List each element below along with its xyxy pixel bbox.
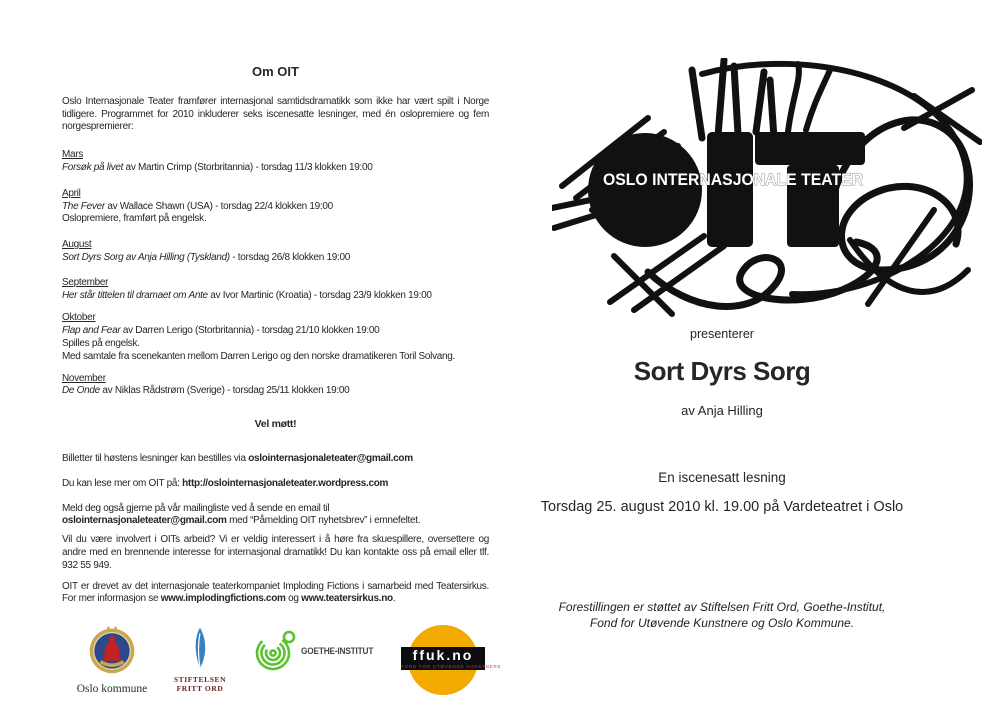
mailinglist-email: oslointernasjonaleteater@gmail.com bbox=[62, 515, 227, 527]
event-info: av Darren Lerigo (Storbritannia) - torsdag 21/10 klokken 19:00 bbox=[120, 325, 380, 337]
event-month: Mars bbox=[62, 149, 84, 161]
tickets-email: oslointernasjonaleteater@gmail.com bbox=[248, 452, 413, 464]
play-author: av Anja Hilling bbox=[681, 403, 763, 418]
teatersirkus-url: www.teatersirkus.no bbox=[301, 593, 393, 605]
event-month: April bbox=[62, 187, 81, 199]
event-title: De Onde bbox=[62, 385, 100, 397]
event-info: av Niklas Rådstrøm (Sverige) - torsdag 25/11 klokken 19:00 bbox=[99, 385, 350, 397]
event-info: av Martin Crimp (Storbritannia) - torsdag 11/3 klokken 19:00 bbox=[123, 161, 373, 173]
presents-line: presenterer bbox=[690, 327, 754, 341]
event-september bbox=[62, 277, 489, 303]
event-oktober bbox=[62, 312, 489, 363]
left-page bbox=[62, 66, 489, 606]
event-details bbox=[62, 325, 489, 338]
event-subtitle: En iscenesatt lesning bbox=[658, 470, 786, 485]
oslo-kommune-seal-icon bbox=[87, 624, 137, 676]
event-november bbox=[62, 373, 489, 399]
event-april bbox=[62, 188, 489, 226]
event-info: av Wallace Shawn (USA) - torsdag 22/4 klokken 19:00 bbox=[104, 200, 333, 212]
event-note: Oslopremiere, framført på engelsk. bbox=[62, 213, 207, 225]
event-month: Oktober bbox=[62, 312, 96, 324]
closing-line: Vel møtt! bbox=[254, 418, 297, 431]
oit-logo-icon bbox=[552, 58, 982, 320]
implodingfictions-url: www.implodingfictions.com bbox=[160, 593, 286, 605]
event-info: - torsdag 26/8 klokken 19:00 bbox=[229, 251, 351, 263]
goethe-institut-logo bbox=[253, 630, 383, 672]
event-august bbox=[62, 239, 489, 265]
event-details bbox=[62, 290, 489, 303]
event-month: August bbox=[62, 239, 92, 251]
oit-scribble-logo bbox=[552, 58, 982, 320]
event-title: Sort Dyrs Sorg av Anja Hilling (Tyskland) bbox=[62, 251, 230, 263]
oit-letter-i bbox=[707, 132, 753, 247]
event-title: Flap and Fear bbox=[62, 325, 121, 337]
support-credit-line1: Forestillingen er støttet av Stiftelsen Fritt Ord, Goethe-Institut, bbox=[558, 600, 886, 614]
oit-letter-t-bar bbox=[755, 132, 865, 165]
event-note: Med samtale fra scenekanten mellom Darren Lerigo og den norske dramatikeren Toril Solvang. bbox=[62, 350, 456, 362]
ffuk-sub-label: FOND FOR UTØVENDE KUNSTNERE bbox=[401, 664, 502, 669]
oslo-kommune-logo bbox=[70, 624, 154, 695]
involved-paragraph: Vil du være involvert i OITs arbeid? Vi er veldig interessert i å høre fra skuespillere, oversettere og andre med en brennende interesse for internasjonal dramatikk! Du kan kontakte oss på email eller tlf. 932 55 949. bbox=[62, 534, 489, 571]
mailinglist-line: Meld deg også gjerne på vår mailingliste ved å sende en email til oslointernasjonaleteater@gmail.com med “Påmelding OIT nyhetsbrev” i emnefeltet. bbox=[62, 502, 421, 527]
tickets-line: Billetter til høstens lesninger kan bestilles via oslointernasjonaleteater@gmail.com bbox=[62, 452, 413, 464]
event-mars bbox=[62, 149, 489, 175]
fritt-ord-label: STIFTELSEN FRITT ORD bbox=[173, 675, 227, 693]
oit-letter-o bbox=[588, 133, 702, 247]
support-credit-line2: Fond for Utøvende Kunstnere og Oslo Kommune. bbox=[589, 615, 855, 630]
goethe-institut-label: GOETHE-INSTITUT bbox=[301, 646, 374, 656]
play-title: Sort Dyrs Sorg bbox=[633, 356, 811, 386]
sponsor-logos-row bbox=[0, 622, 500, 702]
goethe-spiral-icon bbox=[253, 630, 299, 672]
readmore-line: Du kan lese mer om OIT på: http://oslointernasjonaleteater.wordpress.com bbox=[62, 477, 389, 489]
intro-paragraph: Oslo Internasjonale Teater framfører internasjonal samtidsdramatikk som ikke har vært spilt i Norge tidligere. Programmet for 2010 inkluderer seks iscenesatte lesninger, med én oslopremiere og fem norgespremierer: bbox=[62, 95, 489, 133]
event-details bbox=[62, 162, 489, 175]
ffuk-bar bbox=[401, 647, 502, 670]
event-date-location: Torsdag 25. august 2010 kl. 19.00 på Vardeteatret i Oslo bbox=[540, 499, 904, 515]
event-title: Her står tittelen til dramaet om Ante bbox=[62, 289, 208, 301]
company-paragraph: OIT er drevet av det internasjonale teaterkompaniet Imploding Fictions i samarbeid med Teatersirkus. For mer informasjon se www.implodingfictions.com og www.teatersirkus.no. bbox=[62, 580, 489, 605]
event-month: November bbox=[62, 372, 106, 384]
support-credit bbox=[522, 600, 922, 631]
oit-logo-text: OSLO INTERNASJONALE TEATER bbox=[603, 171, 864, 189]
oit-blog-url: http://oslointernasjonaleteater.wordpress.com bbox=[182, 477, 389, 489]
fritt-ord-logo bbox=[166, 626, 234, 693]
event-title: The Fever bbox=[62, 200, 105, 212]
fritt-ord-spear-icon bbox=[188, 626, 212, 670]
event-details bbox=[62, 252, 489, 265]
event-info: av Ivor Martinic (Kroatia) - torsdag 23/9 klokken 19:00 bbox=[207, 289, 432, 301]
page-title: Om OIT bbox=[252, 64, 299, 79]
event-details bbox=[62, 385, 489, 398]
event-details bbox=[62, 201, 489, 214]
oslo-kommune-label: Oslo kommune bbox=[76, 683, 148, 695]
event-month: September bbox=[62, 276, 109, 288]
ffuk-label: ffuk.no bbox=[412, 647, 474, 663]
ffuk-logo bbox=[401, 624, 502, 696]
event-title: Forsøk på livet bbox=[62, 161, 124, 173]
event-note: Spilles på engelsk. bbox=[62, 337, 140, 349]
